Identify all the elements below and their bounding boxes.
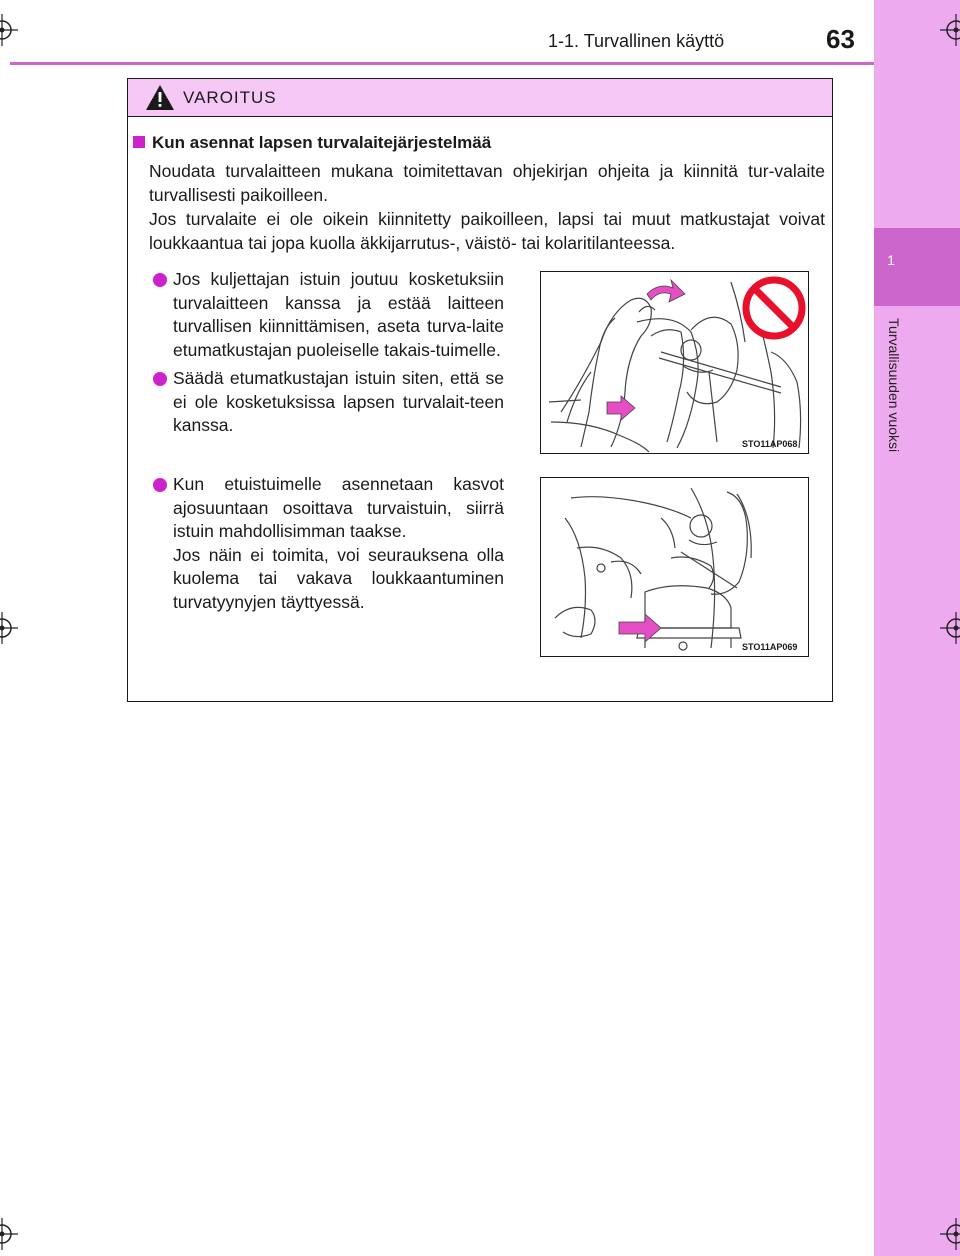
warning-paragraph: Jos turvalaite ei ole oikein kiinnitetty paikoilleen, lapsi tai muut matkustajat voivat loukkaantua tai jopa kuolla äkkijarrutus-, väistö- tai kolaritilanteessa. [149, 209, 825, 253]
illustration-figure [540, 477, 809, 657]
page-number: 63 [826, 24, 855, 54]
bullet-group [152, 268, 504, 443]
push-arrow-icon [607, 396, 635, 420]
child-seat-forward-facing-illustration [541, 478, 808, 656]
bullet-icon [153, 478, 167, 492]
motion-arrow-icon [647, 280, 685, 302]
list-item [152, 367, 504, 438]
bullet-group [152, 473, 504, 619]
illustration-figure [540, 271, 809, 454]
warning-triangle-icon [145, 84, 175, 111]
list-item [152, 268, 504, 362]
bullet-icon [153, 273, 167, 287]
registration-mark-icon [0, 612, 18, 644]
list-item [152, 473, 504, 614]
header-section-title: 1-1. Turvallinen käyttö [548, 31, 725, 51]
header-rule [10, 62, 874, 65]
warning-title: VAROITUS [183, 88, 277, 107]
bullet-text: Kun etuistuimelle asennetaan kasvot ajosuuntaan osoittava turvaistuin, siirrä istuin mahdollisimman taakse. Jos näin ei toimita, voi seurauksena olla kuolema tai vakava loukkaantuminen turvatyynyjen täyttyessä. [173, 474, 504, 612]
section-title: Kun asennat lapsen turvalaitejärjestelmää [152, 133, 492, 152]
prohibited-sign-icon [746, 280, 802, 336]
bullet-icon [153, 372, 167, 386]
child-seat-front-contact-illustration [541, 272, 808, 453]
registration-mark-icon [940, 14, 960, 46]
registration-mark-icon [0, 14, 18, 46]
bullet-text: Säädä etumatkustajan istuin siten, että se ei ole kosketuksissa lapsen turvalait-teen kanssa. [173, 368, 504, 435]
bullet-text: Jos kuljettajan istuin joutuu kosketuksiin turvalaitteen kanssa ja estää laitteen turvallisen kiinnittämisen, aseta turva-laite etumatkustajan puoleiselle takais-tuimelle. [173, 269, 504, 360]
warning-paragraph: Noudata turvalaitteen mukana toimitettavan ohjekirjan ohjeita ja kiinnitä tur-valaite turvallisesti paikoilleen. [149, 161, 825, 205]
figure-code: STO11AP068 [742, 439, 798, 449]
figure-code: STO11AP069 [742, 642, 798, 652]
chapter-number: 1 [887, 252, 895, 268]
registration-mark-icon [940, 612, 960, 644]
registration-mark-icon [0, 1218, 18, 1250]
chapter-title: Turvallisuuden vuoksi [886, 318, 902, 453]
section-marker-icon [133, 136, 145, 148]
registration-mark-icon [940, 1218, 960, 1250]
